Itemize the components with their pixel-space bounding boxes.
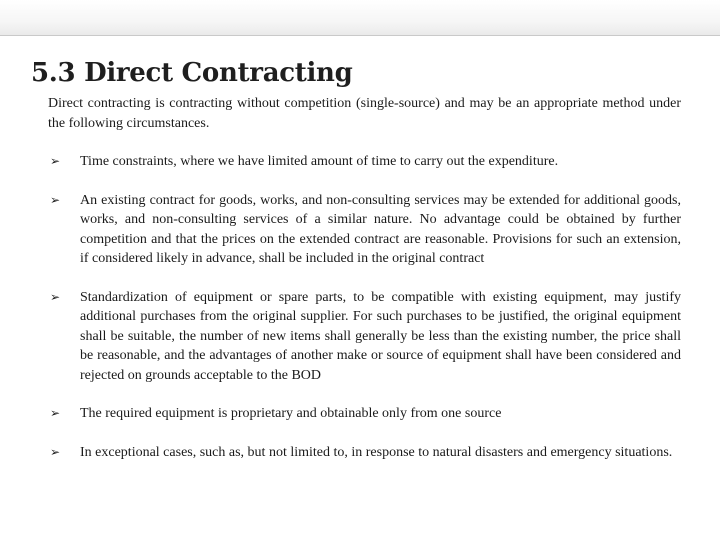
header-divider — [0, 35, 720, 36]
list-item-text: An existing contract for goods, works, and non-consulting services may be extended for additional goods, works, and non-consulting services of a similar nature. No advantage could be obtained by further competition and that the prices on the extended contract are reasonable. Provisions for such an extension, if considered likely in advance, shall be included in the original contract — [80, 192, 681, 266]
arrow-bullet-icon: ➢ — [50, 406, 61, 420]
circumstances-list — [48, 152, 681, 481]
list-item — [48, 152, 681, 172]
list-item — [48, 191, 681, 269]
intro-paragraph: Direct contracting is contracting without competition (single-source) and may be an appropriate method under the following circumstances. — [48, 96, 681, 131]
arrow-bullet-icon: ➢ — [50, 154, 61, 168]
arrow-bullet-icon: ➢ — [50, 192, 61, 207]
list-item-text: Standardization of equipment or spare parts, to be compatible with existing equipment, may justify additional purchases from the original supplier. For such purchases to be justified, the original equipment shall be suitable, the number of new items shall generally be less than the existing number, the price shall be reasonable, and the advantages of another make or source of equipment shall have been considered and rejected on grounds acceptable to the BOD — [80, 289, 681, 383]
arrow-bullet-icon: ➢ — [50, 289, 61, 304]
list-item — [48, 404, 681, 424]
list-item — [48, 288, 681, 386]
list-item-text: In exceptional cases, such as, but not limited to, in response to natural disasters and emergency situations. — [80, 444, 673, 460]
list-item-text: Time constraints, where we have limited amount of time to carry out the expenditure. — [80, 154, 559, 169]
slide-title: 5.3 Direct Contracting — [31, 58, 353, 88]
list-item — [48, 443, 681, 463]
header-band — [0, 0, 720, 36]
arrow-bullet-icon: ➢ — [50, 444, 61, 459]
list-item-text: The required equipment is proprietary and obtainable only from one source — [80, 406, 502, 421]
